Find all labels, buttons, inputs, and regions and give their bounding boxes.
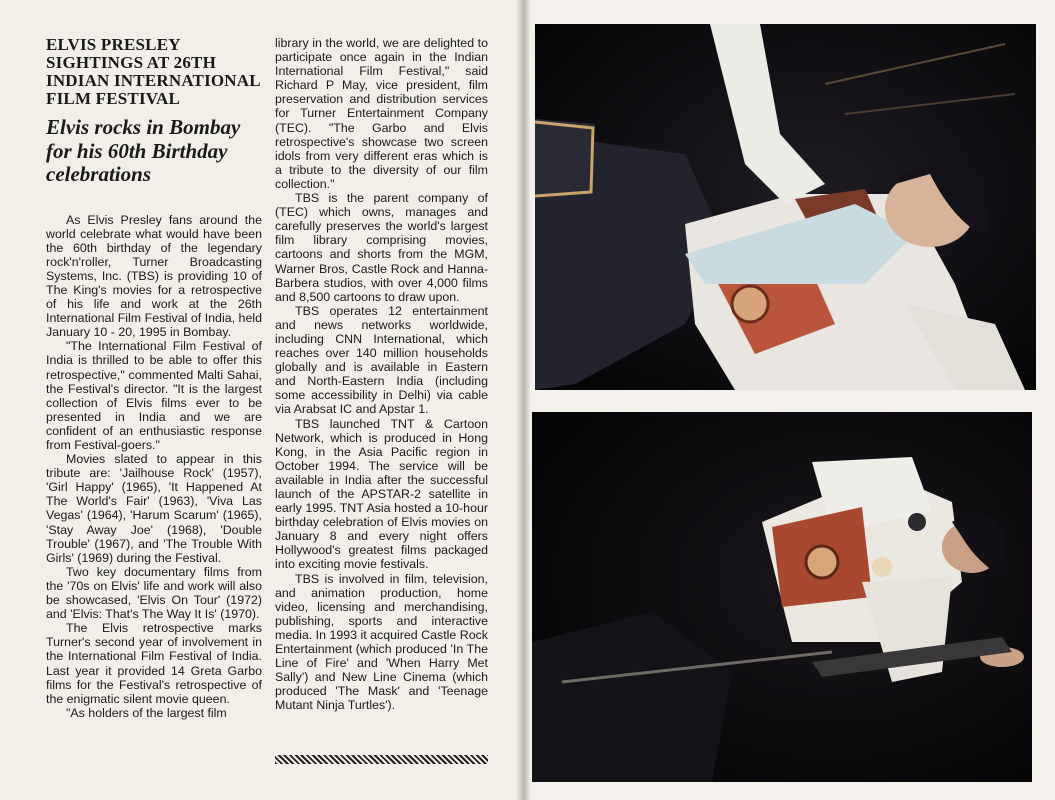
article-column-2 [275,36,488,713]
article-column-1 [46,36,262,720]
paragraph: TBS is the parent company of (TEC) which owns, manages and carefully preserves the world's largest film library comprising movies, cartoons and shorts from the MGM, Warner Bros, Castle Rock and Hanna-Barbera studios, with over 4,000 films and 8,500 cartoons to draw upon. [275,191,488,304]
paragraph: The Elvis retrospective marks Turner's second year of involvement in the International Film Festival of India. Last year it provided 14 Greta Garbo films for the Festival's retrospective of the enigmatic silent movie queen. [46,621,262,706]
paragraph: TBS launched TNT & Cartoon Network, which is produced in Hong Kong, in the Asia Pacific region in October 1994. The service will be available in India after the successful launch of the APSTAR-2 satellite in early 1995. TNT Asia hosted a 10-hour birthday celebration of Elvis movies on January 8 and every night offers Hollywood's greatest films packaged into exciting movie festivals. [275,416,488,572]
paragraph: TBS is involved in film, television, and animation production, home video, licensing and merchandising, publishing, sports and interactive media. In 1993 it acquired Castle Rock Entertainment (which produced 'In The Line of Fire' and 'When Harry Met Sally') and New Line Cinema (which produced 'The Mask' and 'Teenage Mutant Ninja Turtles'). [275,571,488,713]
paragraph: As Elvis Presley fans around the world celebrate what would have been the 60th birthday of the legendary rock'n'roller, Turner Broadcasting Systems, Inc. (TBS) is providing 10 of The King's movies for a retrospective of his life and work at the 26th International Film Festival of India, held January 10 - 20, 1995 in Bombay. [46,212,262,340]
end-of-article-rule [275,755,488,764]
article-subhead: Elvis rocks in Bombay for his 60th Birthday celebrations [46,115,241,186]
article-headline: ELVIS PRESLEY SIGHTINGS AT 26TH INDIAN INTERNATIONAL FILM FESTIVAL [46,35,260,108]
elvis-concert-photo-top [535,24,1036,390]
paragraph: Movies slated to appear in this tribute are: 'Jailhouse Rock' (1957), 'Girl Happy' (1965), 'It Happened At The World's Fair' (1963), 'Viva Las Vegas' (1964), 'Harum Scarum' (1965), 'Stay Away Joe' (1968), 'Double Trouble' (1967), and 'The Trouble With Girls' (1969) during the Festival. [46,452,262,565]
paragraph: "The International Film Festival of India is thrilled to be able to offer this retrospective," commented Malti Sahai, the Festival's director. "It is the largest collection of Elvis films ever to be presented in India and we are confident of an enthusiastic response from Festival-goers." [46,339,262,452]
paragraph: Two key documentary films from the '70s on Elvis' life and work will also be showcased, 'Elvis On Tour' (1972) and 'Elvis: That's The Way It Is' (1970). [46,564,262,622]
elvis-concert-photo-bottom [532,412,1032,782]
paragraph-continued: library in the world, we are delighted to participate once again in the Indian International Film Festival," said Richard P May, vice president, film preservation and distribution services for Turner Entertainment Company (TEC). "The Garbo and Elvis retrospective's showcase two screen idols from very different eras which is a tribute to the diversity of our film collection." [275,36,488,191]
paragraph: TBS operates 12 entertainment and news networks worldwide, including CNN International, which reaches over 140 million households globally and is available in Eastern and North-Eastern India (including some accessibility in Delhi) via cable via Arabsat IC and Apstar 1. [275,303,488,417]
paragraph: "As holders of the largest film [66,705,227,720]
page-gutter [516,0,530,800]
